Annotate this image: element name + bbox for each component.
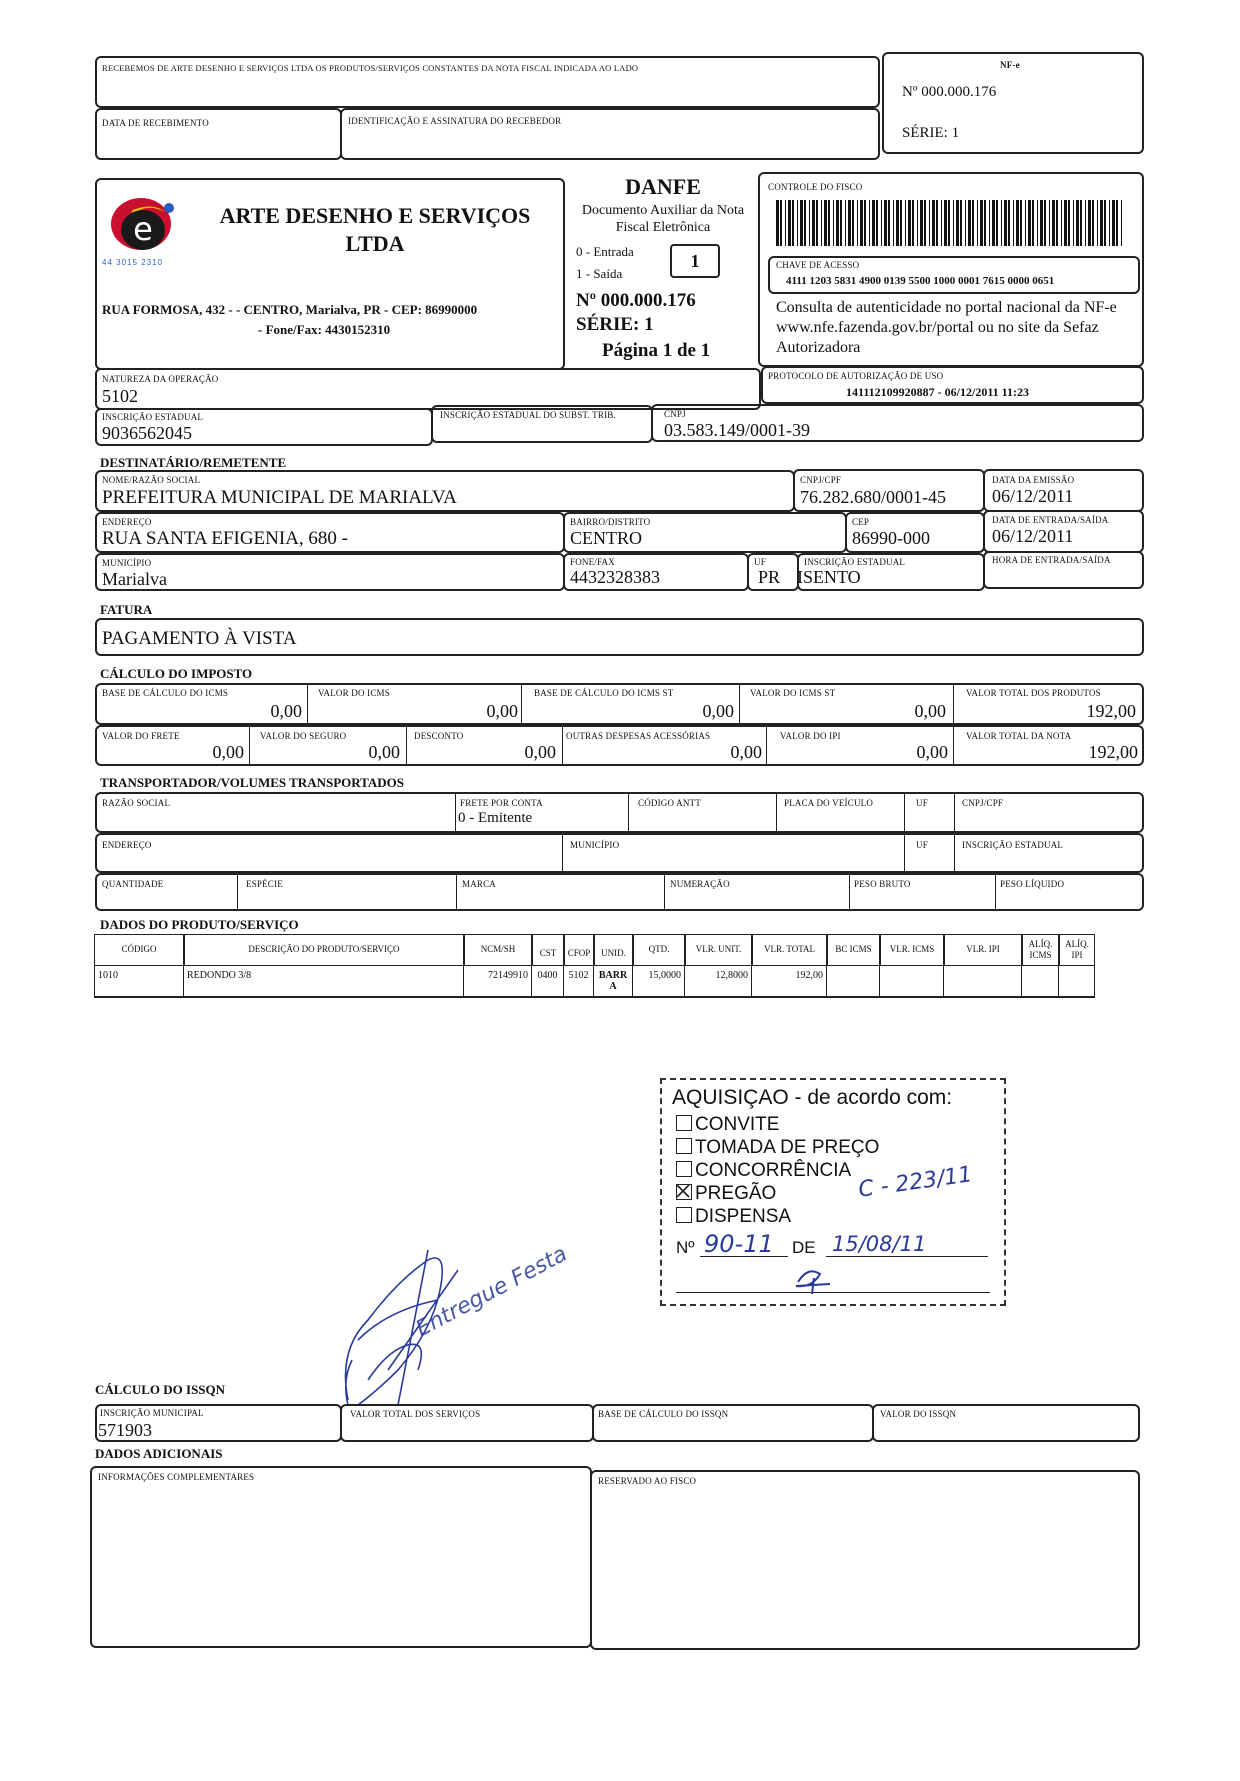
barcode-bar: [872, 200, 875, 246]
fatura-value: PAGAMENTO À VISTA: [102, 628, 297, 649]
label-tomada: TOMADA DE PREÇO: [695, 1137, 880, 1158]
barcode-bar: [912, 200, 914, 246]
barcode-bar: [1040, 200, 1043, 246]
stamp-title: AQUISIÇAO - de acordo com:: [672, 1086, 953, 1109]
dest-cnpj-value: 76.282.680/0001-45: [800, 487, 946, 507]
label-dispensa: DISPENSA: [695, 1206, 792, 1227]
total-nota-value: 192,00: [1088, 742, 1138, 762]
transp-especie-label: ESPÉCIE: [246, 879, 283, 889]
info-complementar-box: [90, 1466, 592, 1648]
barcode-bar: [1073, 200, 1074, 246]
barcode-bar: [840, 200, 842, 246]
base-st-value: 0,00: [702, 701, 734, 721]
barcode-bar: [1088, 200, 1091, 246]
barcode-bar: [857, 200, 858, 246]
transp-municipio-cell: [562, 833, 905, 873]
table-row-cell: BARRA: [594, 966, 633, 998]
consulta-text: Consulta de autenticidade no portal nacional da NF-e www.nfe.fazenda.gov.br/portal ou no site da Sefaz Autorizadora: [776, 299, 1117, 356]
company-logo: [103, 190, 183, 265]
protocolo-label: PROTOCOLO DE AUTORIZAÇÃO DE USO: [768, 371, 944, 381]
total-prod-value: 192,00: [1086, 701, 1136, 721]
dest-cnpj-label: CNPJ/CPF: [800, 475, 842, 485]
table-header-cell: BC ICMS: [827, 934, 880, 966]
chave-label: CHAVE DE ACESSO: [776, 260, 860, 270]
barcode-bar: [1076, 200, 1079, 246]
barcode-bar: [1013, 200, 1014, 246]
stamp-option-tomada: [676, 1137, 879, 1159]
dest-bairro-label: BAIRRO/DISTRITO: [570, 517, 651, 527]
table-header-cell: VLR. IPI: [944, 934, 1022, 966]
dest-endereco-label: ENDEREÇO: [102, 517, 152, 527]
checkbox-concorrencia[interactable]: [676, 1161, 692, 1177]
label-pregao: PREGÃO: [695, 1183, 777, 1204]
table-row-cell: 192,00: [752, 966, 827, 998]
transp-uf2-label: UF: [916, 840, 928, 850]
barcode-bar: [881, 200, 882, 246]
checkbox-dispensa[interactable]: [676, 1207, 692, 1223]
ie-st-label: INSCRIÇÃO ESTADUAL DO SUBST. TRIB.: [440, 410, 616, 420]
danfe-saida: 1 - Saída: [576, 266, 623, 281]
base-icms-label: BASE DE CÁLCULO DO ICMS: [102, 688, 229, 698]
barcode-bar: [848, 200, 851, 246]
reservado-fisco-box: [590, 1470, 1140, 1650]
table-header-cell: NCM/SH: [464, 934, 532, 966]
barcode-bar: [836, 200, 839, 246]
frete-value: 0,00: [212, 742, 244, 762]
barcode-bar: [905, 200, 906, 246]
canhoto-nfe-label: NF-e: [1000, 60, 1020, 70]
ie-label: INSCRIÇÃO ESTADUAL: [102, 412, 204, 422]
chave-value: 4111 1203 5831 4900 0139 5500 1000 0001 7615 0000 0651: [786, 275, 1055, 287]
svg-text:e: e: [133, 210, 153, 248]
transp-peso-bruto-label: PESO BRUTO: [854, 879, 911, 889]
logo-phone: 44 3015 2310: [102, 258, 163, 267]
transp-antt-label: CÓDIGO ANTT: [638, 798, 701, 808]
issqn-im-label: INSCRIÇÃO MUNICIPAL: [100, 1408, 204, 1418]
produtos-section: DADOS DO PRODUTO/SERVIÇO: [100, 917, 299, 932]
barcode-bar: [809, 200, 810, 246]
barcode-bar: [956, 200, 959, 246]
barcode-bar: [776, 200, 779, 246]
barcode-bar: [893, 200, 894, 246]
barcode-bar: [1109, 200, 1110, 246]
adicionais-section: DADOS ADICIONAIS: [95, 1446, 223, 1461]
table-row-cell: [880, 966, 944, 998]
dest-municipio-label: MUNICÍPIO: [102, 558, 152, 568]
barcode-bar: [948, 200, 950, 246]
table-row-cell: [944, 966, 1022, 998]
barcode-bar: [1112, 200, 1115, 246]
danfe-pagina: Página 1 de 1: [602, 340, 711, 361]
table-row-cell: REDONDO 3/8: [184, 966, 464, 998]
barcode-bar: [1085, 200, 1086, 246]
stamp-option-convite: [676, 1114, 779, 1136]
valor-icms-label: VALOR DO ICMS: [318, 688, 390, 698]
barcode-bar: [812, 200, 815, 246]
barcode-bar: [1121, 200, 1122, 246]
stamp-option-pregao: [676, 1183, 776, 1205]
transp-cnpj-label: CNPJ/CPF: [962, 798, 1004, 808]
danfe-number: Nº 000.000.176: [576, 290, 696, 311]
dest-fone-label: FONE/FAX: [570, 557, 615, 567]
barcode-bar: [785, 200, 786, 246]
transporte-section: TRANSPORTADOR/VOLUMES TRANSPORTADOS: [100, 775, 405, 790]
barcode-bar: [1001, 200, 1002, 246]
dest-uf-label: UF: [754, 557, 766, 567]
table-header-cell: UNID.: [594, 934, 633, 966]
dest-uf-value: PR: [758, 567, 781, 587]
table-header-cell: CFOP: [564, 934, 594, 966]
signature-text: Entregue Festa: [412, 1241, 572, 1343]
danfe-subtitle: Documento Auxiliar da Nota Fiscal Eletrônica: [581, 203, 745, 235]
barcode-bar: [977, 200, 978, 246]
barcode-bar: [1068, 200, 1070, 246]
barcode-bar: [1061, 200, 1062, 246]
dest-nome-label: NOME/RAZÃO SOCIAL: [102, 475, 201, 485]
base-icms-value: 0,00: [270, 701, 302, 721]
dest-municipio-value: Marialva: [102, 569, 167, 589]
label-convite: CONVITE: [695, 1114, 780, 1135]
barcode-bar: [1016, 200, 1019, 246]
table-row-cell: 5102: [564, 966, 594, 998]
transp-ie-label: INSCRIÇÃO ESTADUAL: [962, 840, 1064, 850]
transp-quantidade-label: QUANTIDADE: [102, 879, 164, 889]
transp-marca-label: MARCA: [462, 879, 497, 889]
valor-st-value: 0,00: [914, 701, 946, 721]
danfe-tipo-box: 1: [670, 244, 720, 278]
table-row-cell: 1010: [94, 966, 184, 998]
barcode-bar: [924, 200, 926, 246]
table-row-cell: 15,0000: [633, 966, 685, 998]
barcode-bar: [1097, 200, 1098, 246]
barcode-bar: [888, 200, 890, 246]
transp-razao-label: RAZÃO SOCIAL: [102, 798, 171, 808]
stamp-option-concorrencia: [676, 1160, 851, 1182]
canhoto-receipt-text: RECEBEMOS DE ARTE DESENHO E SERVIÇOS LTDA OS PRODUTOS/SERVIÇOS CONSTANTES DA NOTA FISCAL INDICADA AO LADO: [102, 63, 639, 73]
dest-bairro-value: CENTRO: [570, 528, 642, 548]
protocolo-value: 141112109920887 - 06/12/2011 11:23: [846, 385, 1030, 399]
fatura-section: FATURA: [100, 602, 153, 617]
barcode-bar: [876, 200, 878, 246]
barcode-bar: [1008, 200, 1010, 246]
outras-value: 0,00: [730, 742, 762, 762]
transp-frete-label: FRETE POR CONTA: [460, 798, 543, 808]
barcode-bar: [1116, 200, 1118, 246]
table-header-cell: CST: [532, 934, 564, 966]
barcode-bar: [1037, 200, 1038, 246]
ipi-value: 0,00: [916, 742, 948, 762]
table-row-cell: 72149910: [464, 966, 532, 998]
frete-label: VALOR DO FRETE: [102, 731, 180, 741]
valor-icms-value: 0,00: [486, 701, 518, 721]
barcode-bar: [1056, 200, 1058, 246]
barcode-bar: [968, 200, 971, 246]
dest-ie-value: ISENTO: [797, 567, 861, 587]
stamp-initials: [790, 1262, 834, 1301]
emit-cnpj-label: CNPJ: [664, 409, 686, 419]
barcode-bar: [1004, 200, 1007, 246]
barcode-bar: [800, 200, 803, 246]
table-row-cell: [1022, 966, 1059, 998]
table-header-cell: VLR. TOTAL: [752, 934, 827, 966]
barcode-bar: [972, 200, 974, 246]
table-header-cell: VLR. UNIT.: [685, 934, 752, 966]
transp-uf2-cell: [905, 833, 955, 873]
barcode-bar: [992, 200, 995, 246]
barcode-bar: [1020, 200, 1022, 246]
table-row-cell: 12,8000: [685, 966, 752, 998]
ie-value: 9036562045: [102, 423, 192, 443]
dest-fone-value: 4432328383: [570, 567, 660, 587]
dest-ie-label: INSCRIÇÃO ESTADUAL: [804, 557, 906, 567]
barcode-bar: [936, 200, 938, 246]
barcode-bar: [1104, 200, 1106, 246]
dest-cep-label: CEP: [852, 517, 870, 527]
barcode: [776, 200, 1126, 246]
dest-cep-value: 86990-000: [852, 528, 930, 548]
transp-uf-label: UF: [916, 798, 928, 808]
barcode-bar: [864, 200, 866, 246]
barcode-bar: [1028, 200, 1031, 246]
barcode-bar: [792, 200, 794, 246]
transp-endereco-label: ENDEREÇO: [102, 840, 152, 850]
barcode-bar: [833, 200, 834, 246]
total-prod-label: VALOR TOTAL DOS PRODUTOS: [966, 688, 1101, 698]
seguro-label: VALOR DO SEGURO: [260, 731, 347, 741]
barcode-bar: [1100, 200, 1103, 246]
barcode-bar: [989, 200, 990, 246]
dest-hora-label: HORA DE ENTRADA/SAÍDA: [992, 555, 1111, 565]
dest-entrada-value: 06/12/2011: [992, 526, 1074, 546]
natureza-value: 5102: [102, 386, 138, 406]
barcode-bar: [941, 200, 942, 246]
barcode-bar: [1092, 200, 1094, 246]
desconto-value: 0,00: [524, 742, 556, 762]
barcode-bar: [804, 200, 806, 246]
table-row-cell: [827, 966, 880, 998]
stamp-number-prefix: Nº: [676, 1238, 695, 1257]
company-address: RUA FORMOSA, 432 - - CENTRO, Marialva, PR - CEP: 86990000: [102, 302, 478, 317]
issqn-base-label: BASE DE CÁLCULO DO ISSQN: [598, 1409, 729, 1419]
stamp-number-value: 90-11: [704, 1230, 774, 1258]
barcode-bar: [1025, 200, 1026, 246]
total-nota-label: VALOR TOTAL DA NOTA: [966, 731, 1072, 741]
label-concorrencia: CONCORRÊNCIA: [695, 1160, 852, 1181]
company-name: ARTE DESENHO E SERVIÇOS LTDA: [219, 203, 531, 256]
barcode-bar: [920, 200, 923, 246]
barcode-bar: [944, 200, 947, 246]
issqn-section: CÁLCULO DO ISSQN: [95, 1382, 226, 1397]
transp-numeracao-label: NUMERAÇÃO: [670, 879, 730, 889]
table-header-cell: DESCRIÇÃO DO PRODUTO/SERVIÇO: [184, 934, 464, 966]
barcode-bar: [797, 200, 798, 246]
barcode-bar: [980, 200, 983, 246]
stamp-de: DE: [792, 1238, 816, 1257]
barcode-bar: [908, 200, 911, 246]
imposto-section: CÁLCULO DO IMPOSTO: [100, 666, 253, 681]
table-row-cell: [1059, 966, 1095, 998]
checkbox-pregao-checked[interactable]: [676, 1184, 692, 1200]
transp-uf-cell: [905, 792, 955, 833]
canhoto-date-box: [95, 108, 342, 160]
dest-nome-value: PREFEITURA MUNICIPAL DE MARIALVA: [102, 487, 457, 508]
dest-emissao-value: 06/12/2011: [992, 486, 1074, 506]
stamp-number-line: [700, 1256, 788, 1257]
barcode-bar: [1080, 200, 1082, 246]
natureza-label: NATUREZA DA OPERAÇÃO: [102, 374, 219, 384]
barcode-bar: [984, 200, 986, 246]
seguro-value: 0,00: [368, 742, 400, 762]
controle-fisco-label: CONTROLE DO FISCO: [768, 182, 863, 192]
company-phone: - Fone/Fax: 4430152310: [258, 322, 391, 337]
dest-entrada-label: DATA DE ENTRADA/SAÍDA: [992, 515, 1109, 525]
barcode-bar: [845, 200, 846, 246]
checkbox-convite[interactable]: [676, 1115, 692, 1131]
barcode-bar: [852, 200, 854, 246]
barcode-bar: [884, 200, 887, 246]
barcode-bar: [824, 200, 827, 246]
danfe-entrada: 0 - Entrada: [576, 244, 634, 259]
outras-label: OUTRAS DESPESAS ACESSÓRIAS: [566, 731, 711, 741]
reservado-fisco-label: RESERVADO AO FISCO: [598, 1476, 697, 1486]
valor-st-label: VALOR DO ICMS ST: [750, 688, 836, 698]
canhoto-number: Nº 000.000.176: [902, 84, 997, 100]
table-header-cell: QTD.: [633, 934, 685, 966]
checkbox-tomada[interactable]: [676, 1138, 692, 1154]
transp-municipio-label: MUNICÍPIO: [570, 840, 620, 850]
barcode-bar: [917, 200, 918, 246]
barcode-bar: [869, 200, 870, 246]
barcode-bar: [1064, 200, 1067, 246]
barcode-bar: [932, 200, 935, 246]
barcode-bar: [900, 200, 902, 246]
barcode-bar: [996, 200, 998, 246]
issqn-im-value: 571903: [98, 1420, 152, 1440]
dest-endereco-value: RUA SANTA EFIGENIA, 680 -: [102, 528, 349, 549]
stamp-date-value: 15/08/11: [832, 1232, 927, 1256]
info-complementar-label: INFORMAÇÕES COMPLEMENTARES: [98, 1472, 255, 1482]
barcode-bar: [965, 200, 966, 246]
dest-emissao-label: DATA DA EMISSÃO: [992, 475, 1075, 485]
barcode-bar: [1052, 200, 1055, 246]
table-row-cell: 0400: [532, 966, 564, 998]
transp-peso-liquido-label: PESO LÍQUIDO: [1000, 879, 1065, 889]
product-table: [94, 934, 1146, 998]
table-header-cell: ALÍQ. IPI: [1059, 934, 1095, 966]
barcode-bar: [816, 200, 818, 246]
danfe-title: DANFE: [625, 174, 701, 199]
transp-frete-value: 0 - Emitente: [458, 810, 533, 826]
issqn-valor-label: VALOR DO ISSQN: [880, 1409, 957, 1419]
table-header-cell: VLR. ICMS: [880, 934, 944, 966]
canhoto-serie: SÉRIE: 1: [902, 125, 960, 141]
table-header-cell: ALÍQ. ICMS: [1022, 934, 1059, 966]
barcode-bar: [780, 200, 782, 246]
barcode-bar: [929, 200, 930, 246]
barcode-bar: [828, 200, 830, 246]
stamp-date-line: [826, 1256, 988, 1257]
barcode-bar: [788, 200, 791, 246]
canhoto-date-label: DATA DE RECEBIMENTO: [102, 118, 209, 128]
issqn-total-label: VALOR TOTAL DOS SERVIÇOS: [350, 1409, 481, 1419]
barcode-bar: [821, 200, 822, 246]
barcode-bar: [1044, 200, 1046, 246]
barcode-bar: [1049, 200, 1050, 246]
barcode-bar: [953, 200, 954, 246]
barcode-bar: [960, 200, 962, 246]
danfe-serie: SÉRIE: 1: [576, 314, 654, 335]
table-header-cell: CÓDIGO: [94, 934, 184, 966]
transp-placa-label: PLACA DO VEÍCULO: [784, 798, 874, 808]
canhoto-id-label: IDENTIFICAÇÃO E ASSINATURA DO RECEBEDOR: [348, 116, 562, 126]
desconto-label: DESCONTO: [414, 731, 464, 741]
destinatario-section: DESTINATÁRIO/REMETENTE: [100, 455, 287, 470]
barcode-bar: [860, 200, 863, 246]
stamp-option-dispensa: [676, 1206, 791, 1228]
barcode-bar: [1032, 200, 1034, 246]
ipi-label: VALOR DO IPI: [780, 731, 841, 741]
barcode-bar: [896, 200, 899, 246]
stamp-handwritten-ref: C - 223/11: [856, 1162, 974, 1203]
emit-cnpj-value: 03.583.149/0001-39: [664, 420, 810, 440]
base-st-label: BASE DE CÁLCULO DO ICMS ST: [534, 688, 674, 698]
